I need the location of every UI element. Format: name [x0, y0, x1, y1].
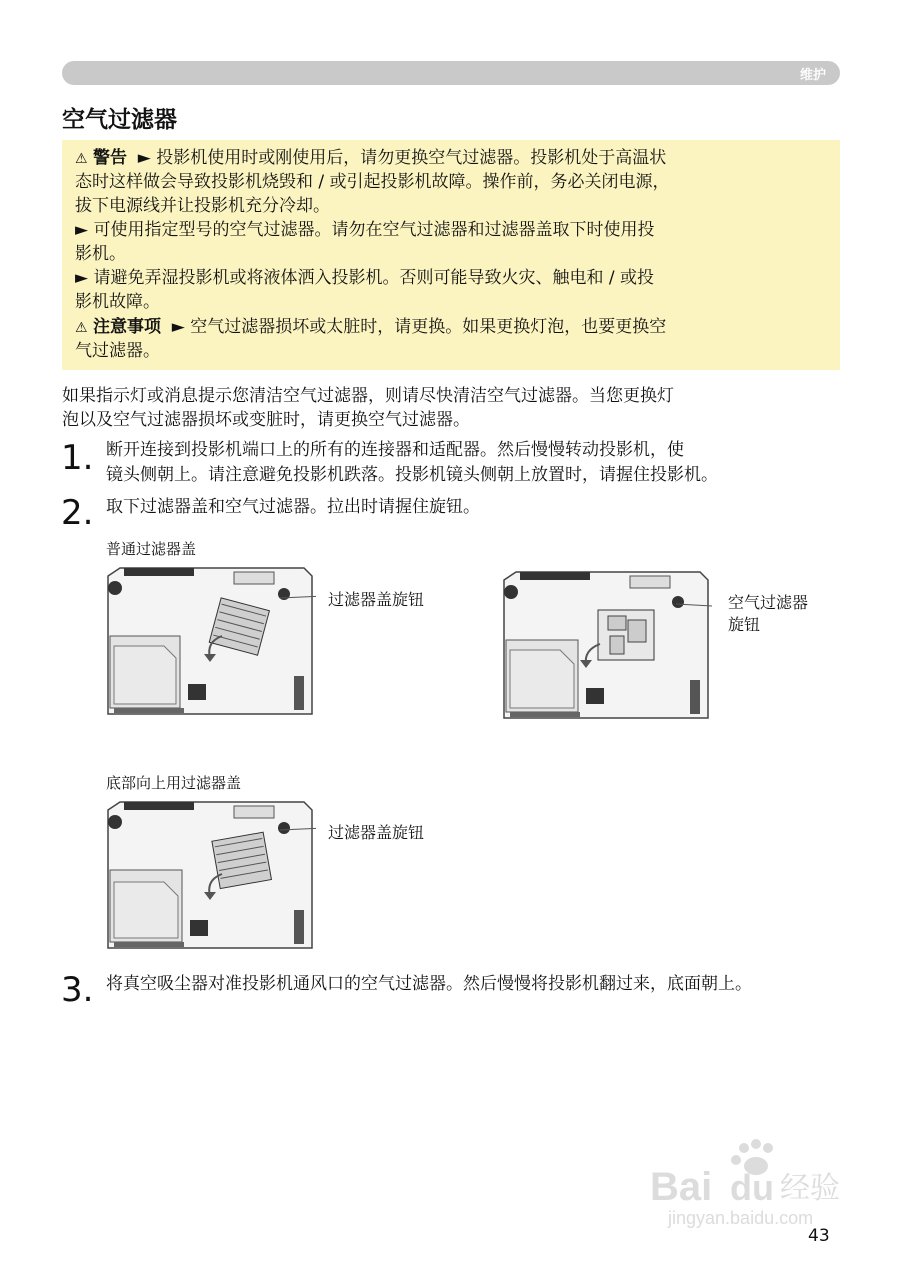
warning-line-3: 拔下电源线并让投影机充分冷却。: [75, 196, 330, 216]
warning-line-7: 影机故障。: [75, 292, 160, 312]
baidu-jingyan-watermark: [646, 1138, 856, 1228]
projector-filter-cover-diagram: [104, 566, 316, 722]
figure-caption-normal-cover: 普通过滤器盖: [106, 540, 197, 558]
step-1-number: 1.: [61, 438, 94, 478]
callout-filter-cover-knob-2: 过滤器盖旋钮: [328, 823, 425, 842]
step-2-number: 2.: [61, 493, 94, 533]
warning-line-1: ⚠ 警告 ► 投影机使用时或刚使用后，请勿更换空气过滤器。投影机处于高温状: [75, 148, 667, 168]
warning-line-6: ► 请避免弄湿投影机或将液体洒入投影机。否则可能导致火灾、触电和 / 或投: [75, 268, 655, 288]
page-title: 空气过滤器: [62, 107, 177, 133]
step-2-text: 取下过滤器盖和空气过滤器。拉出时请握住旋钮。: [106, 497, 480, 517]
warning-line-4: ► 可使用指定型号的空气过滤器。请勿在空气过滤器和过滤器盖取下时使用投: [75, 220, 655, 240]
step-3-number: 3.: [61, 970, 94, 1010]
page-number: 43: [808, 1226, 830, 1246]
warning-label: 警告: [92, 148, 127, 168]
caution-triangle-icon: ⚠: [75, 320, 88, 336]
caution-line-1: ⚠ 注意事项 ► 空气过滤器损坏或太脏时，请更换。如果更换灯泡，也要更换空: [75, 317, 667, 337]
watermark-brand: Bai: [650, 1165, 713, 1209]
watermark-url: jingyan.baidu.com: [668, 1208, 814, 1228]
projector-bottom-up-cover-diagram: [104, 800, 316, 956]
projector-air-filter-diagram: [500, 570, 712, 726]
caution-label: 注意事项: [92, 317, 161, 337]
section-label: 维护: [799, 68, 826, 83]
watermark-brand-du: du: [730, 1167, 774, 1208]
intro-paragraph: 如果指示灯或消息提示您清洁空气过滤器，则请尽快清洁空气过滤器。当您更换灯 泡以及空气过滤器损坏或变脏时，请更换空气过滤器。: [62, 386, 674, 430]
warning-line-5: 影机。: [75, 244, 126, 264]
warning-line-2: 态时这样做会导致投影机烧毁和 / 或引起投影机故障。操作前，务必关闭电源，: [75, 172, 670, 192]
warning-box: [62, 140, 840, 370]
section-header-bar: [62, 61, 840, 85]
watermark-cn: 经验: [780, 1171, 840, 1206]
warning-triangle-icon: ⚠: [75, 151, 88, 167]
step-1-text: 断开连接到投影机端口上的所有的连接器和适配器。然后慢慢转动投影机，使 镜头侧朝上。请注意避免投影机跌落。投影机镜头侧朝上放置时，请握住投影机。: [106, 440, 718, 485]
callout-filter-cover-knob-1: 过滤器盖旋钮: [328, 590, 425, 609]
callout-air-filter-knob: 空气过滤器 旋钮: [728, 593, 809, 634]
step-3-text: 将真空吸尘器对准投影机通风口的空气过滤器。然后慢慢将投影机翻过来，底面朝上。: [106, 974, 752, 994]
figure-caption-bottom-up-cover: 底部向上用过滤器盖: [106, 774, 242, 792]
caution-line-2: 气过滤器。: [75, 341, 160, 361]
